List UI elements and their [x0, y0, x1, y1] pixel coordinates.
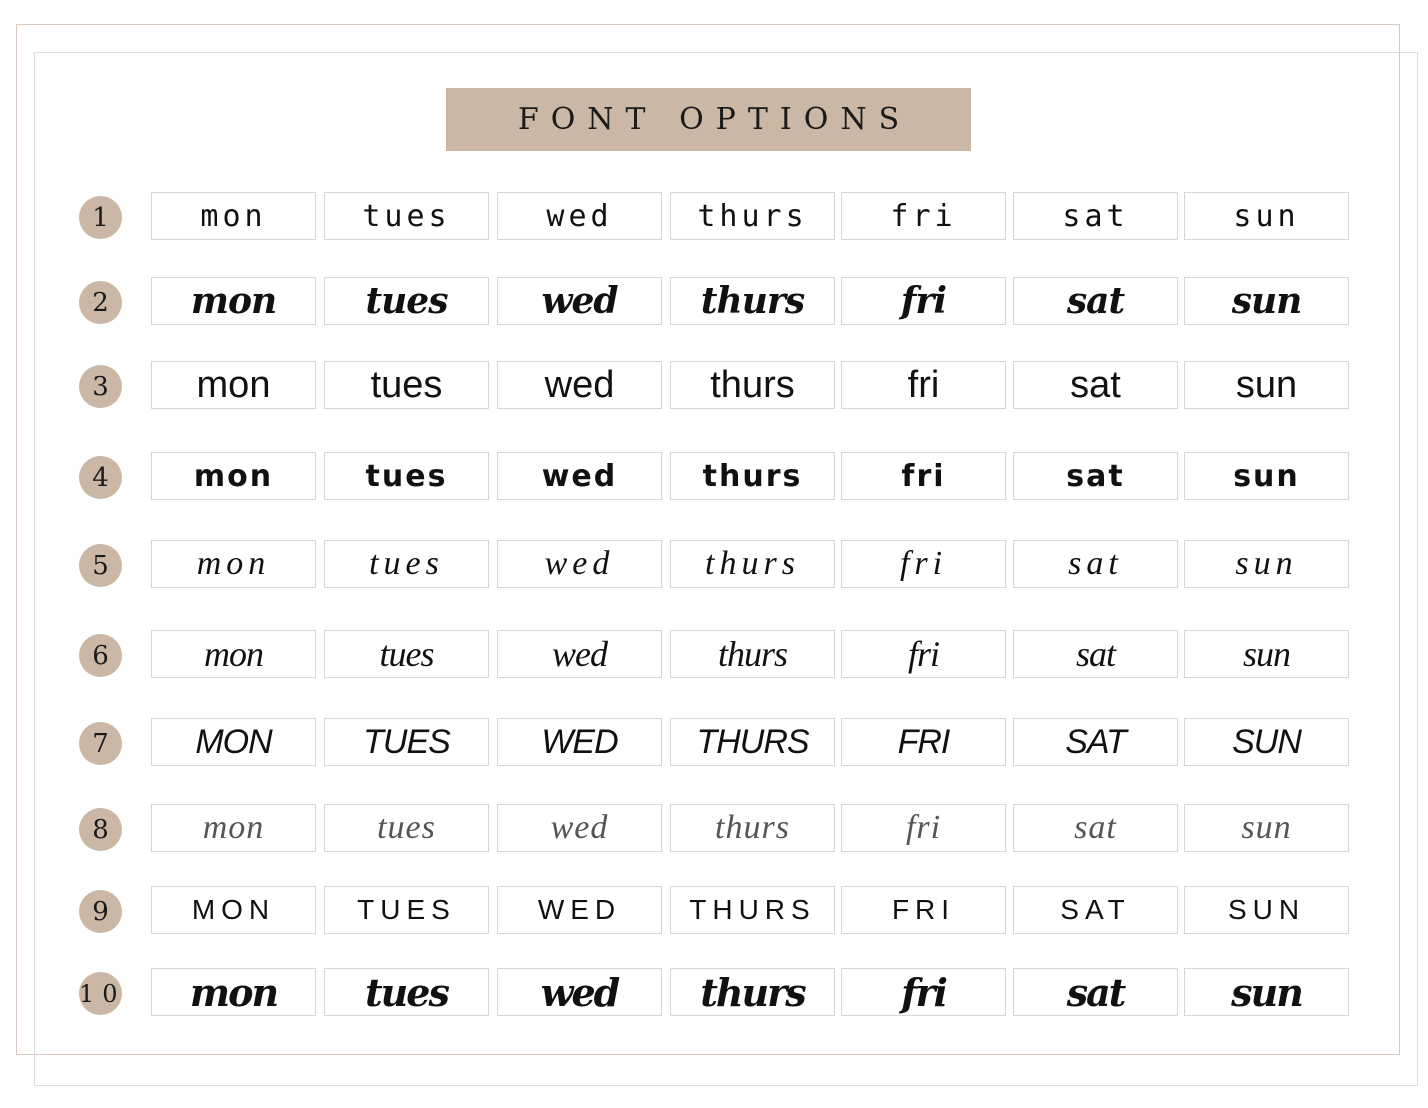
day-cell: SUN — [1184, 718, 1349, 766]
day-cell: thurs — [670, 277, 835, 325]
font-row-2 — [0, 277, 1428, 327]
day-cell: sun — [1184, 452, 1349, 500]
day-cell: tues — [324, 192, 489, 240]
day-cell: fri — [841, 968, 1006, 1016]
day-cell: wed — [497, 277, 662, 325]
day-cell: sat — [1013, 540, 1178, 588]
day-cell: SAT — [1013, 886, 1178, 934]
day-cell: thurs — [670, 804, 835, 852]
day-cell: mon — [151, 192, 316, 240]
row-number-badge: 8 — [79, 808, 122, 851]
day-cell: mon — [151, 277, 316, 325]
day-cell: mon — [151, 804, 316, 852]
day-cell: SUN — [1184, 886, 1349, 934]
day-cell: thurs — [670, 540, 835, 588]
day-cell: sat — [1013, 361, 1178, 409]
day-cell: thurs — [670, 968, 835, 1016]
day-cell: fri — [841, 192, 1006, 240]
row-number-badge: 3 — [79, 365, 122, 408]
day-cell: fri — [841, 804, 1006, 852]
day-cell: tues — [324, 968, 489, 1016]
day-cell: wed — [497, 968, 662, 1016]
day-cell: sat — [1013, 630, 1178, 678]
title-banner — [446, 88, 971, 151]
day-cell: THURS — [670, 886, 835, 934]
day-cell: wed — [497, 361, 662, 409]
day-cell: fri — [841, 361, 1006, 409]
day-cell: mon — [151, 540, 316, 588]
day-cell: TUES — [324, 718, 489, 766]
day-cell: wed — [497, 540, 662, 588]
font-row-5 — [0, 540, 1428, 590]
day-cell: wed — [497, 630, 662, 678]
day-cell: TUES — [324, 886, 489, 934]
day-cell: tues — [324, 804, 489, 852]
page-title: FONT OPTIONS — [517, 102, 912, 137]
day-cell: tues — [324, 361, 489, 409]
day-cell: tues — [324, 452, 489, 500]
day-cell: thurs — [670, 630, 835, 678]
day-cell: MON — [151, 718, 316, 766]
day-cell: wed — [497, 452, 662, 500]
day-cell: tues — [324, 277, 489, 325]
day-cell: FRI — [841, 718, 1006, 766]
day-cell: FRI — [841, 886, 1006, 934]
font-row-9 — [0, 886, 1428, 936]
day-cell: sat — [1013, 277, 1178, 325]
row-number-badge: 7 — [79, 722, 122, 765]
day-cell: sun — [1184, 361, 1349, 409]
day-cell: thurs — [670, 361, 835, 409]
day-cell: wed — [497, 192, 662, 240]
day-cell: sat — [1013, 192, 1178, 240]
row-number-badge: 2 — [79, 281, 122, 324]
row-number-badge: 9 — [79, 890, 122, 933]
font-row-6 — [0, 630, 1428, 680]
row-number-badge: 1 — [79, 196, 122, 239]
day-cell: mon — [151, 630, 316, 678]
day-cell: thurs — [670, 452, 835, 500]
day-cell: wed — [497, 804, 662, 852]
day-cell: thurs — [670, 192, 835, 240]
day-cell: fri — [841, 540, 1006, 588]
day-cell: sun — [1184, 630, 1349, 678]
day-cell: fri — [841, 452, 1006, 500]
row-number-badge: 4 — [79, 456, 122, 499]
font-row-7 — [0, 718, 1428, 768]
day-cell: fri — [841, 277, 1006, 325]
day-cell: SAT — [1013, 718, 1178, 766]
day-cell: mon — [151, 452, 316, 500]
day-cell: sat — [1013, 804, 1178, 852]
day-cell: tues — [324, 540, 489, 588]
day-cell: fri — [841, 630, 1006, 678]
font-row-8 — [0, 804, 1428, 854]
day-cell: MON — [151, 886, 316, 934]
day-cell: sat — [1013, 968, 1178, 1016]
font-row-4 — [0, 452, 1428, 502]
day-cell: tues — [324, 630, 489, 678]
row-number-badge: 6 — [79, 634, 122, 677]
font-row-10 — [0, 968, 1428, 1018]
day-cell: WED — [497, 718, 662, 766]
day-cell: sun — [1184, 804, 1349, 852]
day-cell: sun — [1184, 540, 1349, 588]
row-number-badge: 10 — [79, 972, 122, 1015]
font-row-3 — [0, 361, 1428, 411]
day-cell: mon — [151, 968, 316, 1016]
day-cell: sat — [1013, 452, 1178, 500]
day-cell: sun — [1184, 968, 1349, 1016]
day-cell: mon — [151, 361, 316, 409]
day-cell: sun — [1184, 277, 1349, 325]
row-number-badge: 5 — [79, 544, 122, 587]
font-row-1 — [0, 192, 1428, 242]
day-cell: WED — [497, 886, 662, 934]
day-cell: sun — [1184, 192, 1349, 240]
day-cell: THURS — [670, 718, 835, 766]
